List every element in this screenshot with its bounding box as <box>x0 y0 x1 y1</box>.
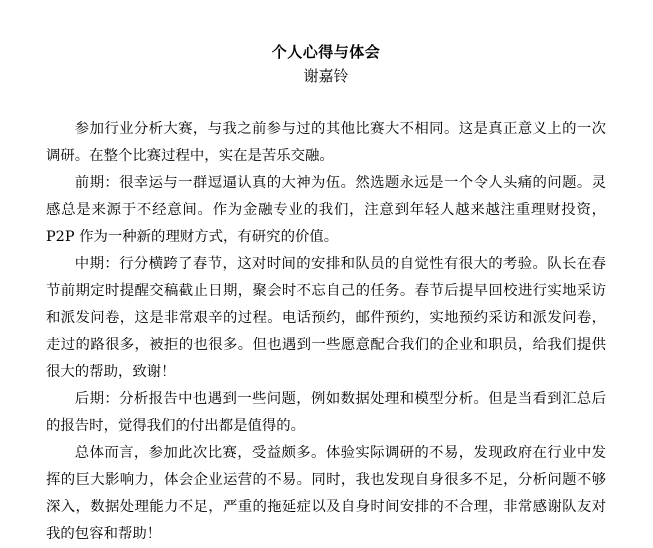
paragraph-early-stage: 前期：很幸运与一群逗逼认真的大神为伍。然选题永远是一个令人头痛的问题。灵感总是来源于不经意间。作为金融专业的我们，注意到年轻人越来越注重理财投资，P2P 作为一种新的理财方式，有研究的价值。 <box>46 175 606 245</box>
paragraph-middle-stage: 中期：行分横跨了春节，这对时间的安排和队员的自觉性有很大的考验。队长在春节前期定时提醒交稿截止日期，聚会时不忘自己的任务。春节后提早回校进行实地采访和派发问卷，这是非常艰辛的过程。电话预约，邮件预约，实地预约采访和派发问卷，走过的路很多，被拒的也很多。但也遇到一些愿意配合我们的企业和职员，给我们提供很大的帮助，致谢！ <box>46 256 606 380</box>
document-body <box>46 116 606 548</box>
document-title: 个人心得与体会 <box>271 43 381 61</box>
paragraph-summary: 总体而言，参加此次比赛，受益颇多。体验实际调研的不易，发现政府在行业中发挥的巨大影响力，体会企业运营的不易。同时，我也发现自身很多不足，分析问题不够深入，数据处理能力不足，严重的拖延症以及自身时间安排的不合理，非常感谢队友对我的包容和帮助！ <box>46 445 606 542</box>
document-author: 谢嘉铃 <box>303 67 349 85</box>
paragraph-late-stage: 后期：分析报告中也遇到一些问题，例如数据处理和模型分析。但是当看到汇总后的报告时，觉得我们的付出都是值得的。 <box>46 391 606 434</box>
paragraph-intro: 参加行业分析大赛，与我之前参与过的其他比赛大不相同。这是真正意义上的一次调研。在整个比赛过程中，实在是苦乐交融。 <box>46 121 606 164</box>
